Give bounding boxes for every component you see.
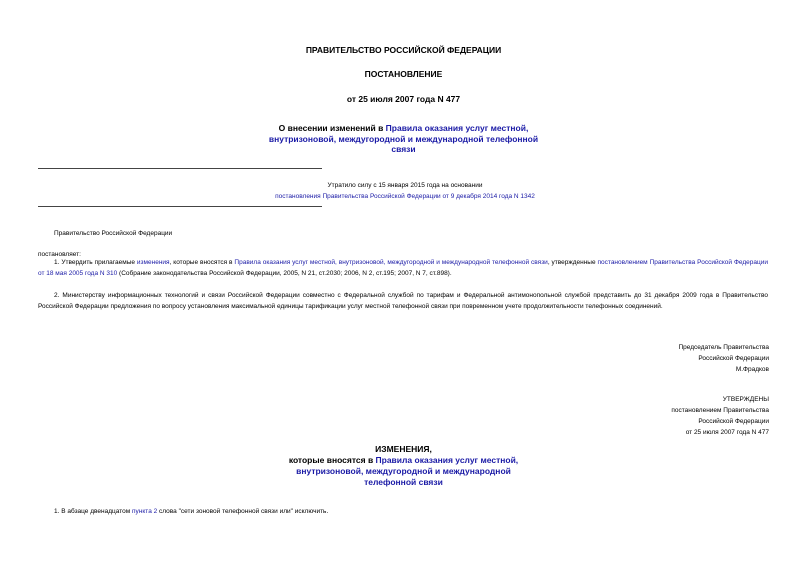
divider-top <box>38 168 322 169</box>
decree-310-link[interactable]: постановлением Правительства Российской Федерации от 18 мая 2005 года N 310 <box>38 259 768 277</box>
change-item-1 <box>54 507 328 518</box>
signature-country: Российской Федерации <box>698 355 769 362</box>
signature-block <box>678 342 769 375</box>
signature-name: М.Фрадков <box>735 366 769 373</box>
issuer-heading: ПРАВИТЕЛЬСТВО РОССИЙСКОЙ ФЕДЕРАЦИИ <box>305 45 502 55</box>
expiry-text: Утратило силу с 15 января 2015 года на основании <box>327 182 483 189</box>
document-type: ПОСТАНОВЛЕНИЕ <box>364 69 443 79</box>
changes-heading-block <box>0 444 807 488</box>
p1-text-d: (Собрание законодательства Российской Федерации, 2005, N 21, ст.2030; 2006, N 2, ст.195; 2007, N 7, ст.898). <box>117 269 452 277</box>
p1-text-c: , утвержденные <box>547 259 598 266</box>
document-title <box>0 123 807 155</box>
item1-text-a: 1. В абзаце двенадцатом <box>54 508 133 515</box>
divider-bottom <box>38 206 322 207</box>
item1-text-b: слова "сети зоновой телефонной связи или" исключить. <box>157 508 329 515</box>
approval-line-3: Российской Федерации <box>698 418 769 425</box>
approval-date: от 25 июля 2007 года N 477 <box>685 429 769 436</box>
document-date: от 25 июля 2007 года N 477 <box>346 94 461 104</box>
p1-text-a: 1. Утвердить прилагаемые <box>54 259 137 266</box>
decides-line: постановляет: <box>38 251 81 258</box>
changes-heading: ИЗМЕНЕНИЯ, <box>375 444 432 454</box>
rules-link-body[interactable]: Правила оказания услуг местной, внутризоновой, междугородной и международной телефонной связи <box>234 259 548 266</box>
title-prefix: О внесении изменений в <box>278 123 386 133</box>
approval-block <box>671 394 769 438</box>
expiry-note <box>200 181 610 202</box>
repeal-decree-link[interactable]: постановления Правительства Российской Федерации от 9 декабря 2014 года N 1342 <box>275 192 535 200</box>
paragraph-1 <box>38 258 768 279</box>
changes-link[interactable]: изменения <box>136 259 170 266</box>
changes-rules-link[interactable]: Правила оказания услуг местной, внутризоновой, междугородной и международной телефонной связи <box>296 455 519 487</box>
rules-link[interactable]: Правила оказания услуг местной, внутризоновой, междугородной и международной телефонной связи <box>268 123 539 154</box>
p1-text-b: , которые вносятся в <box>169 259 235 266</box>
approval-line-2: постановлением Правительства <box>671 407 769 414</box>
signature-position: Председатель Правительства <box>678 344 769 351</box>
paragraph-2: 2. Министерству информационных технологий и связи Российской Федерации совместно с Федеральной службой по тарифам и Федеральной антимонопольной службой представить до 31 декабря 2009 года в Правительство Российской Федерации предложения по вопросу установления максимальной единицы тарификации услуг местной телефонной связи при повременном учете продолжительности телефонных соединений. <box>38 292 768 310</box>
point-2-link[interactable]: пункта 2 <box>132 508 158 515</box>
author-line: Правительство Российской Федерации <box>54 230 173 237</box>
approval-title: УТВЕРЖДЕНЫ <box>722 396 769 403</box>
changes-prefix: которые вносятся в <box>288 455 376 465</box>
